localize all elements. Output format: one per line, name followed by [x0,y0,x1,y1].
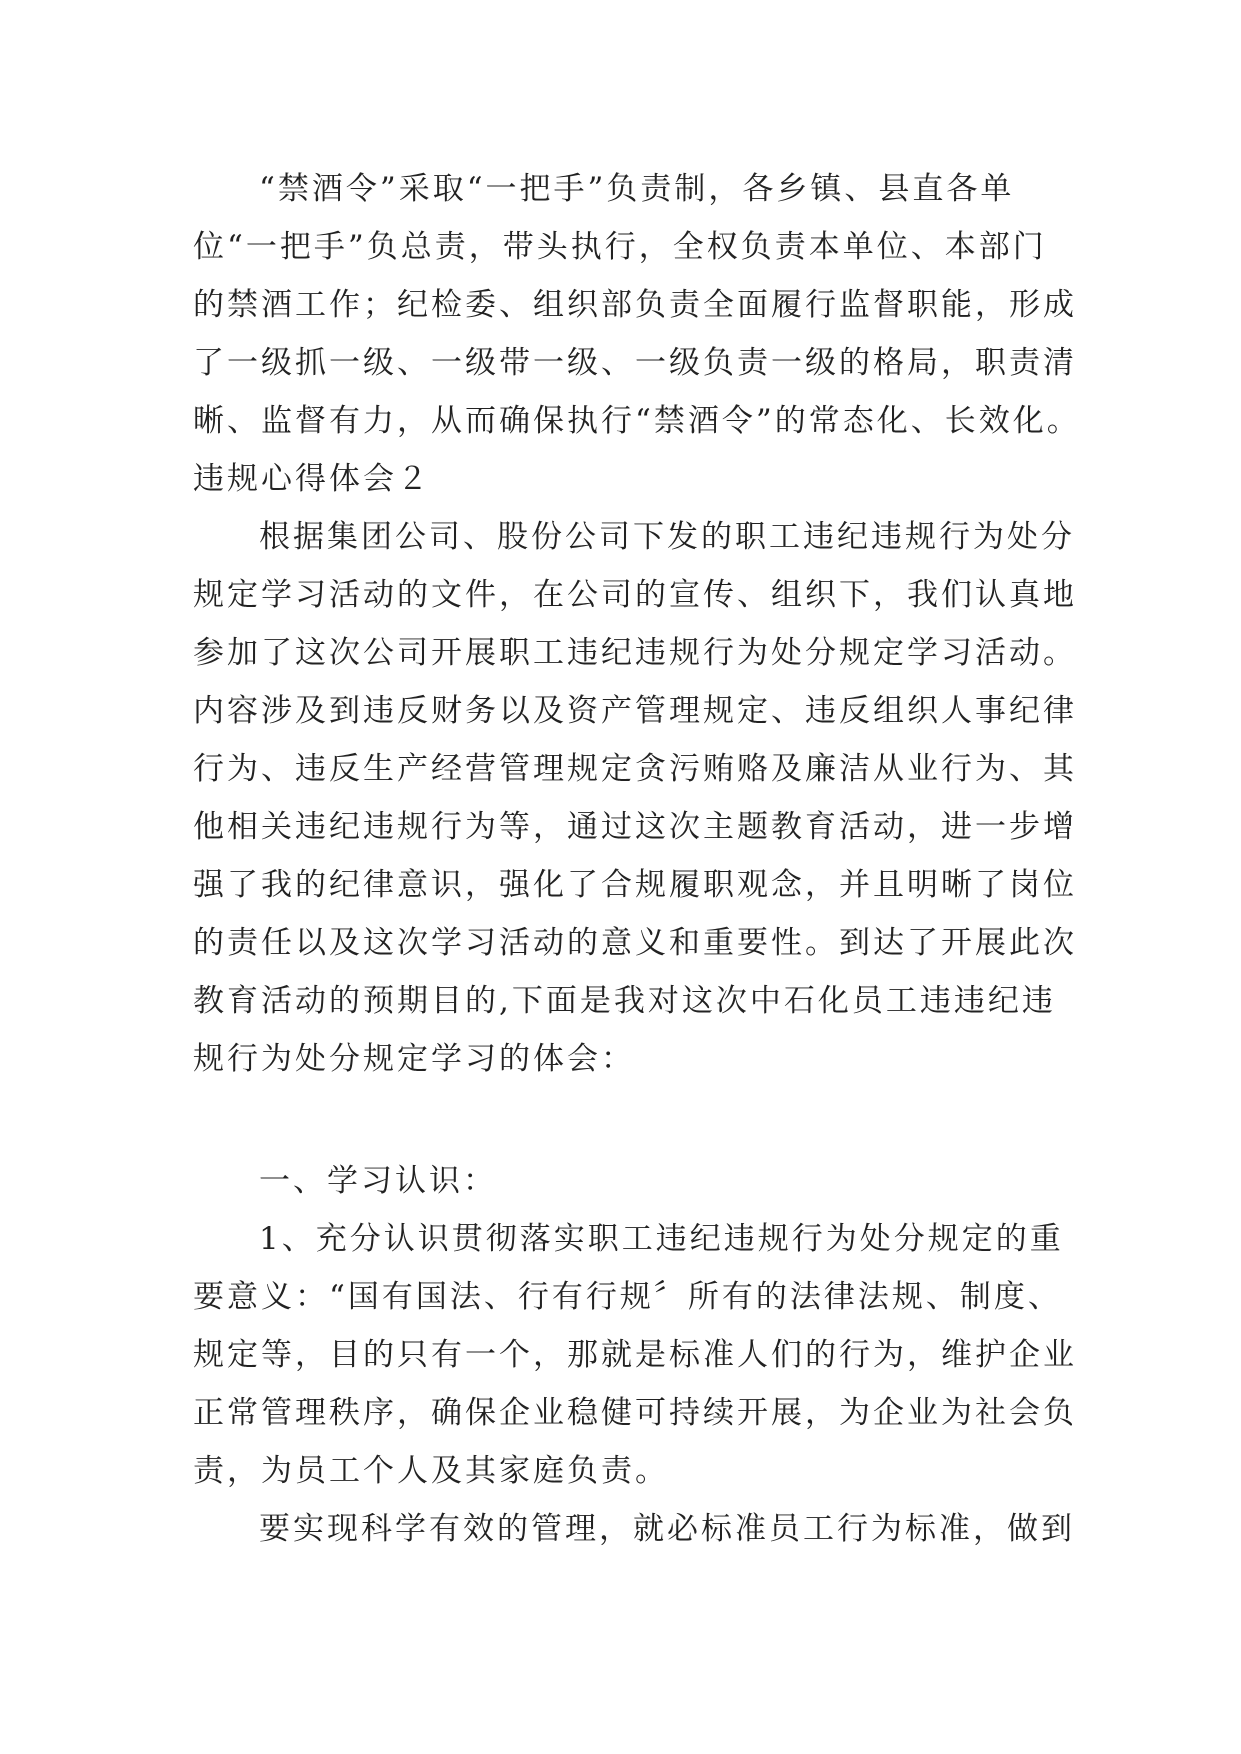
paragraph-line: 位“一把手”负总责，带头执行，全权负责本单位、本部门 [193,229,1047,265]
paragraph-line: 晰、监督有力，从而确保执行“禁酒令”的常态化、长效化。 [193,403,1081,439]
paragraph-line: 行为、违反生产经营管理规定贪污贿赂及廉洁从业行为、其 [193,751,1077,787]
paragraph-line: 参加了这次公司开展职工违纪违规行为处分规定学习活动。 [193,635,1077,671]
section-heading: 一、学习认识： [259,1163,497,1199]
paragraph-line: 教育活动的预期目的,下面是我对这次中石化员工违违纪违 [193,983,1056,1019]
paragraph-line: 了一级抓一级、一级带一级、一级负责一级的格局，职责清 [193,345,1077,381]
blank-line [193,1088,1053,1146]
paragraph-line: 要意义：“国有国法、行有行规〞所有的法律法规、制度、 [193,1279,1062,1315]
paragraph-line: 根据集团公司、股份公司下发的职工违纪违规行为处分 [259,519,1075,555]
paragraph-line: 内容涉及到违反财务以及资产管理规定、违反组织人事纪律 [193,693,1077,729]
paragraph-line: 规定学习活动的文件，在公司的宣传、组织下，我们认真地 [193,577,1077,613]
paragraph-line: 责，为员工个人及其家庭负责。 [193,1453,669,1489]
paragraph-line: 规定等，目的只有一个，那就是标准人们的行为，维护企业 [193,1337,1077,1373]
paragraph-line: 的禁酒工作；纪检委、组织部负责全面履行监督职能，形成 [193,287,1077,323]
paragraph-line: 正常管理秩序，确保企业稳健可持续开展，为企业为社会负 [193,1395,1077,1431]
paragraph-line: 规行为处分规定学习的体会： [193,1041,635,1077]
section-heading: 违规心得体会２ [193,461,431,497]
paragraph-line: 要实现科学有效的管理，就必标准员工行为标准，做到 [259,1511,1075,1547]
document-body [193,160,1081,1558]
paragraph-line: 1、充分认识贯彻落实职工违纪违规行为处分规定的重 [259,1221,1064,1257]
paragraph-line: 强了我的纪律意识，强化了合规履职观念，并且明晰了岗位 [193,867,1077,903]
paragraph-line: 的责任以及这次学习活动的意义和重要性。到达了开展此次 [193,925,1077,961]
paragraph-line: 他相关违纪违规行为等，通过这次主题教育活动，进一步增 [193,809,1077,845]
paragraph-line: “禁酒令”采取“一把手”负责制，各乡镇、县直各单 [259,171,1015,207]
